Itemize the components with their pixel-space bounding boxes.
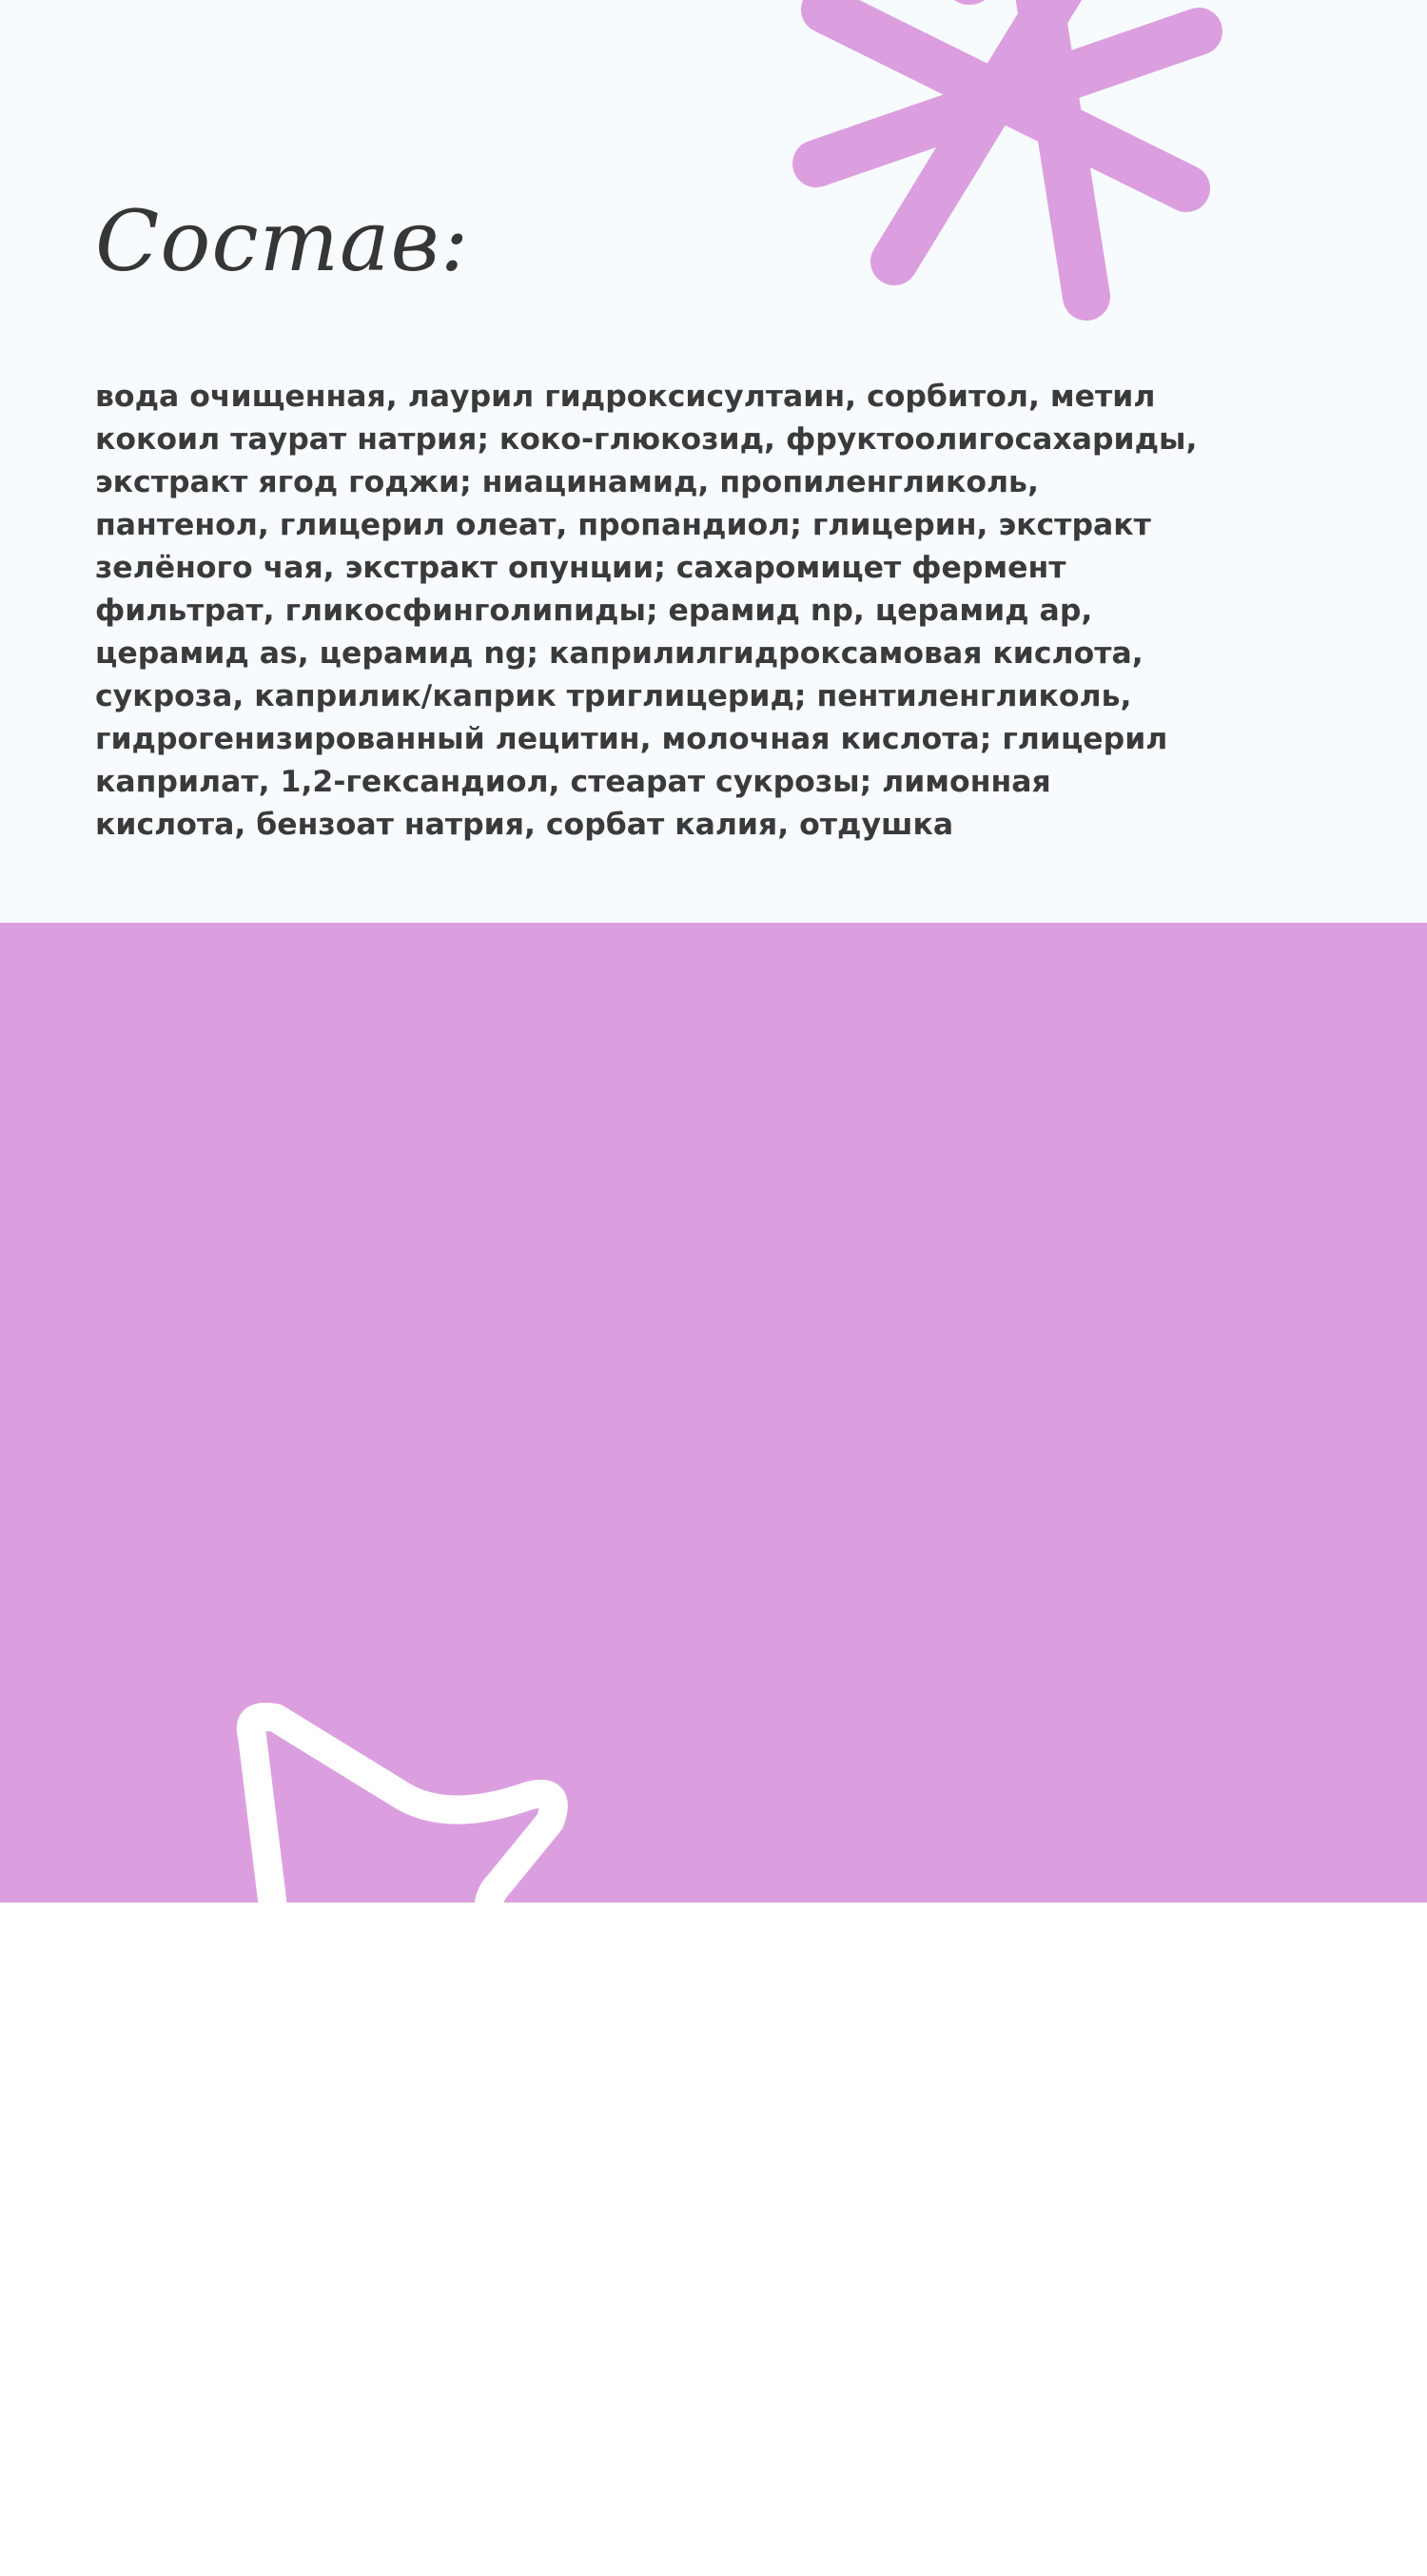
- composition-ingredients-text: вода очищенная, лаурил гидроксисултаин, сорбитол, метил кокоил таурат натрия; коко-глюкозид, фруктоолигосахариды, экстракт ягод годжи; ниацинамид, пропиленгликоль, пантенол, глицерил олеат, пропандиол; глицерин, экстракт зелёного чая, экстракт опунции; сахаромицет фермент фильтрат, гликосфинголипиды; ерамид np, церамид ap, церамид as, церамид ng; каприлилгидроксамовая кислота, сукроза, каприлик/каприк триглицерид; пентиленгликоль, гидрогенизированный лецитин, молочная кислота; глицерил каприлат, 1,2-гександиол, стеарат сукрозы; лимонная кислота, бензоат натрия, сорбат калия, отдушка: [95, 380, 1198, 842]
- star-outline-decoration-icon: [0, 923, 1427, 1903]
- inci-ingredients-text: aqua, lauryl hydroxysultaine, sorbitol, sodium methyl cocoyl taurate, coco glucoside, fructooligosaccharides, lycium chinense fruit extract, niacinamide, propylene glycol, panthenol, glyceryl oleate, propanediol, glycerin, camellia sinensis leaf extract, opuntia ficus-indica flower extract, saccharomyces ferment filtrate, glycosphingolipids, ceramide np, ceramide ap, ceramide as, ceramide ng, caprylhydroxamic acid, sucrose, caprylic/capric triglyceride, pentylene glycol, hydrogenated lecithin, lactic acid, glycerylcaprylate, 1,2-hexanediol, sucrose stearate, citric acid, pota ssium sorbate, sodium benzoate, parfum.: [102, 2099, 1155, 2571]
- composition-title: Состав:: [95, 192, 470, 290]
- composition-section: [0, 0, 1427, 923]
- inci-title: Inci: [100, 1909, 264, 2009]
- inci-section: [0, 923, 1427, 2571]
